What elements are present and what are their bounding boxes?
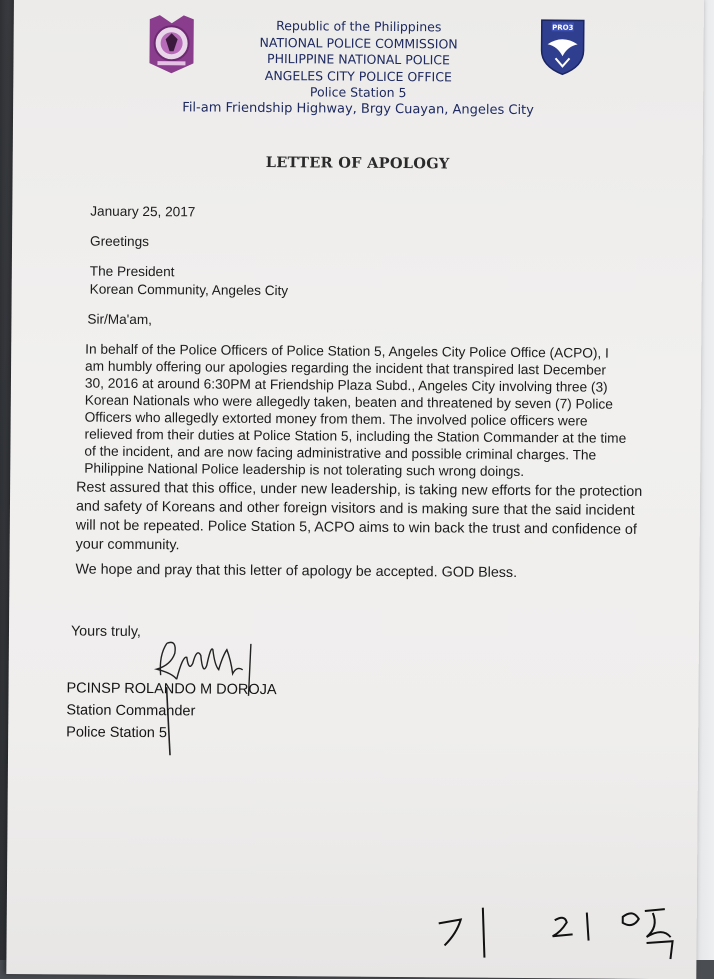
letter-date: January 25, 2017: [90, 203, 196, 220]
signatory-unit: Police Station 5: [66, 724, 168, 742]
paragraph-line: Rest assured that this office, under new leadership, is taking new efforts for the protection: [76, 479, 643, 500]
letterhead-line: ANGELES CITY POLICE OFFICE: [264, 67, 452, 84]
valediction: Yours truly,: [70, 623, 141, 641]
signatory-name: PCINSP ROLANDO M DOROJA: [66, 680, 277, 699]
paragraph-line: 30, 2016 at around 6:30PM at Friendship Plaza Subd., Angeles City involving three (3): [84, 375, 608, 395]
paragraph-line: and safety of Koreans and other foreign visitors and is making sure that the said incident: [75, 498, 635, 519]
letter-title: LETTER OF APOLOGY: [265, 153, 450, 173]
paragraph-incident: [84, 341, 655, 481]
letter-greeting: Greetings: [90, 233, 150, 250]
paragraph-line: your community.: [75, 536, 180, 554]
letter-page: [6, 0, 704, 979]
paragraph-line: am humbly offering our apologies regarding the incident that transpired last December: [85, 358, 607, 378]
letterhead: [13, 16, 704, 120]
paragraph-line: relieved from their duties at Police Station 5, including the Station Commander at the time: [84, 426, 627, 446]
handwritten-note: [426, 905, 686, 959]
paragraph-line: Officers who allegedly extorted money from them. The involved police officers were: [84, 409, 588, 429]
letterhead-line: PHILIPPINE NATIONAL POLICE: [267, 50, 450, 68]
signatory-position: Station Commander: [66, 702, 196, 720]
paragraph-assurance: [76, 479, 647, 559]
paragraph-line: Philippine National Police leadership is not tolerating such wrong doings.: [84, 460, 525, 480]
letterhead-line: Republic of the Philippines: [276, 18, 442, 35]
paragraph-line: In behalf of the Police Officers of Police Station 5, Angeles City Police Office (ACPO), I: [85, 341, 609, 361]
letterhead-line: NATIONAL POLICE COMMISSION: [259, 34, 458, 51]
recipient-title: The President: [89, 263, 175, 280]
closing-line: We hope and pray that this letter of apology be accepted. GOD Bless.: [75, 561, 518, 581]
letterhead-line: Police Station 5: [309, 84, 407, 101]
paragraph-line: will not be repeated. Police Station 5, ACPO aims to win back the trust and confidence of: [75, 517, 637, 538]
recipient-organization: Korean Community, Angeles City: [89, 281, 289, 299]
paragraph-line: of the incident, and are now facing administrative and possible criminal charges. The: [84, 443, 597, 463]
paragraph-line: Korean Nationals who were allegedly taken, beaten and threatened by seven (7) Police: [84, 392, 613, 412]
letterhead-address: Fil-am Friendship Highway, Brgy Cuayan, Angeles City: [182, 99, 534, 118]
salutation: Sir/Ma'am,: [87, 311, 153, 328]
pro3-logo-text: PRO3: [552, 23, 574, 32]
